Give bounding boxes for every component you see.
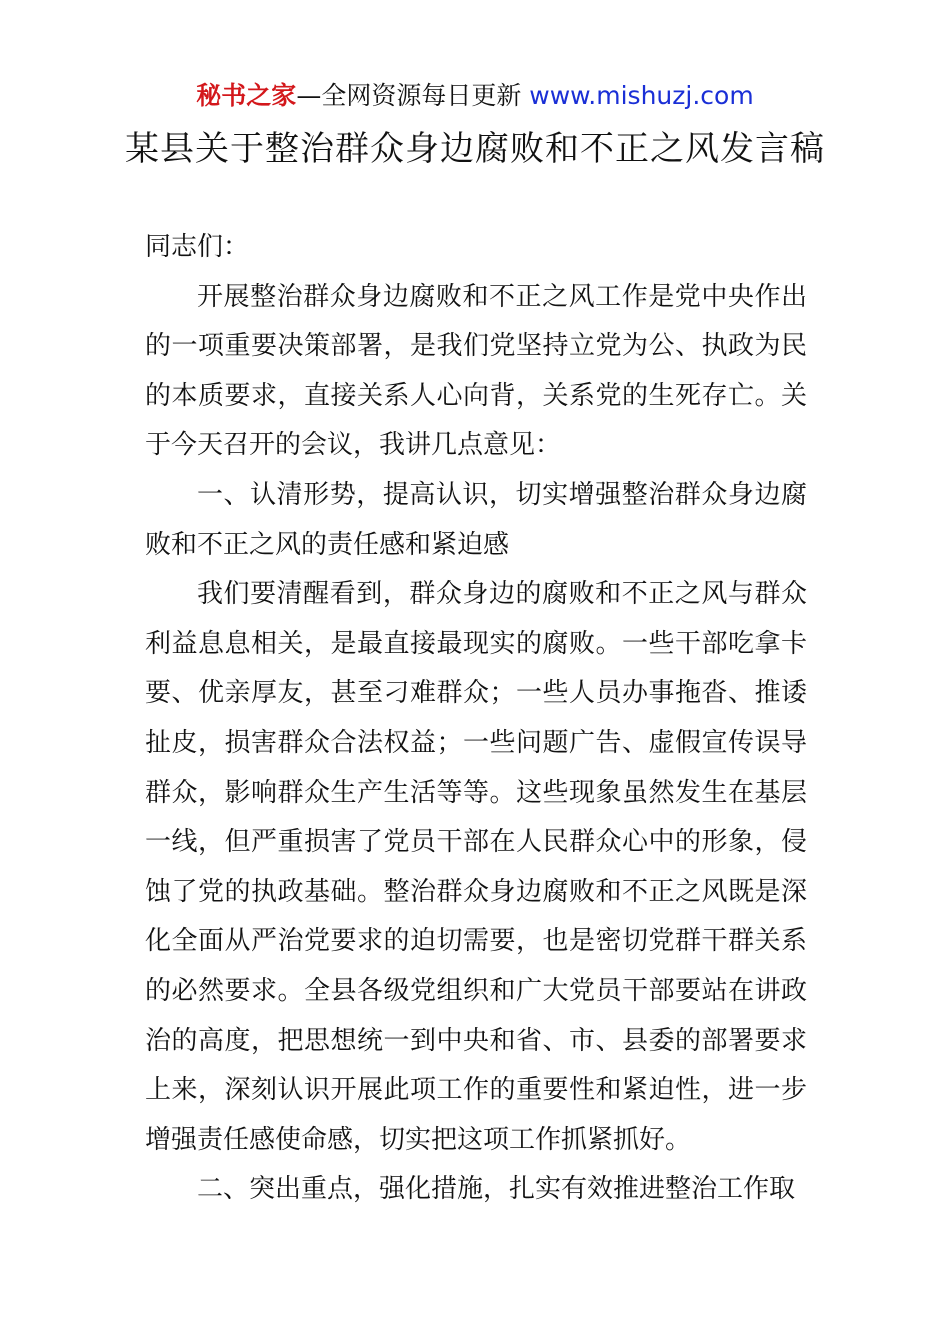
site-url-link[interactable]: www.mishuzj.com (529, 81, 754, 110)
salutation: 同志们： (145, 232, 250, 262)
section-heading-2: 二、突出重点，强化措施，扎实有效推进整治工作取 (197, 1174, 796, 1205)
paragraph-section-1: 我们要清醒看到，群众身边的腐败和不正之风与群众利益息息相关，是最直接最现实的腐败。一些干部吃拿卡要、优亲厚友，甚至刁难群众；一些人员办事拖沓、推诿扯皮，损害群众合法权益；一些问题广告、虚假宣传误导群众，影响群众生产生活等等。这些现象虽然发生在基层一线，但严重损害了党员干部在人民群众心中的形象，侵蚀了党的执政基础。整治群众身边腐败和不正之风既是深化全面从严治党要求的迫切需要，也是密切党群干群关系的必然要求。全县各级党组织和广大党员干部要站在讲政治的高度，把思想统一到中央和省、市、县委的部署要求上来，深刻认识开展此项工作的重要性和紧迫性，进一步增强责任感使命感，切实把这项工作抓紧抓好。 (145, 579, 807, 1155)
paragraph-intro: 开展整治群众身边腐败和不正之风工作是党中央作出的一项重要决策部署，是我们党坚持立党为公、执政为民的本质要求，直接关系人心向背，关系党的生死存亡。关于今天召开的会议，我讲几点意见： (145, 281, 807, 461)
brand-name: 秘书之家 (196, 81, 297, 110)
document-title: 某县关于整治群众身边腐败和不正之风发言稿 (125, 129, 825, 169)
document-body (145, 223, 807, 1215)
site-header (0, 80, 950, 112)
header-tagline: —全网资源每日更新 (296, 81, 530, 110)
section-heading-1: 一、认清形势，提高认识，切实增强整治群众身边腐败和不正之风的责任感和紧迫感 (145, 479, 807, 560)
